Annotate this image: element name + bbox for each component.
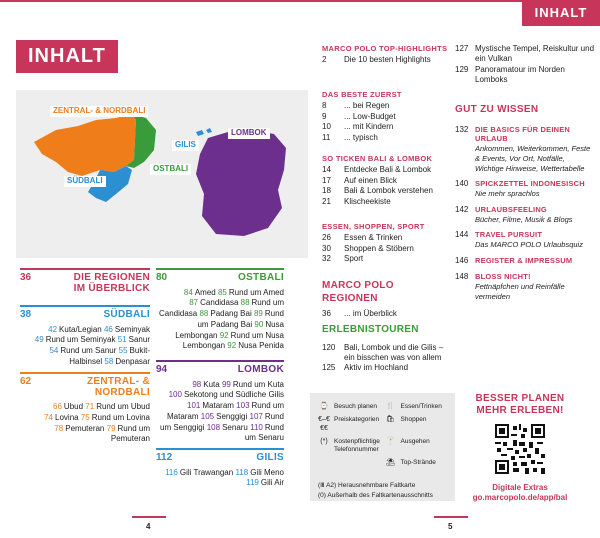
entry-page: 116 (165, 467, 178, 477)
region-entry[interactable] (187, 401, 234, 410)
section-heading: GUT ZU WISSEN (455, 104, 539, 115)
region-title: OSTBALI (238, 272, 284, 283)
legend-item (318, 403, 381, 411)
toc-page: 144 (455, 230, 469, 240)
section-heading: DAS BESTE ZUERST (322, 90, 402, 99)
gut-item[interactable] (455, 230, 595, 250)
map-region-lombok (196, 130, 286, 236)
entry-page: 119 (246, 478, 259, 488)
toc-title: Bali & Lombok verstehen (344, 186, 433, 196)
region-title: DIE REGIONEN IM ÜBERBLICK (73, 272, 150, 294)
gut-item-body (475, 205, 595, 225)
legend-item (318, 416, 381, 433)
toc-row[interactable] (322, 165, 452, 175)
region-entry[interactable] (207, 423, 248, 432)
legend-note: (0) Außerhalb des Faltkartenausschnitts (318, 491, 433, 499)
entry-page: 46 (103, 324, 113, 334)
section-heading: ESSEN, SHOPPEN, SPORT (322, 222, 425, 231)
toc-row[interactable] (322, 176, 452, 186)
toc-page: 11 (322, 132, 331, 142)
toc-touren-cont (455, 44, 595, 86)
entry-title: Nusa Lembongan (175, 319, 284, 340)
region-items (20, 325, 150, 368)
region-bar (156, 268, 284, 270)
region-entry[interactable] (104, 325, 150, 334)
toc-row[interactable] (455, 44, 595, 65)
toc-row[interactable] (322, 112, 452, 122)
entry-page: 87 (189, 298, 199, 308)
qr-code-icon[interactable] (495, 424, 545, 474)
gut-item-heading: REGISTER & IMPRESSUM (475, 255, 573, 265)
entry-page: 49 (34, 335, 44, 345)
gut-item-body (475, 125, 595, 174)
map-label-sued: SÜDBALI (64, 176, 106, 187)
toc-page: 18 (322, 186, 331, 196)
legend-icon: (*) (320, 438, 328, 446)
legend-label: Top-Strände (400, 458, 436, 466)
entry-title: Gili Meno (250, 467, 284, 477)
entry-title: Rund um Candidasa (158, 298, 284, 319)
region-entry[interactable] (104, 357, 150, 366)
toc-title: ... typisch (344, 132, 378, 142)
gut-item-sub: Bücher, Filme, Musik & Blogs (475, 214, 573, 224)
region-entry[interactable] (35, 335, 116, 344)
entry-title: Kuta (203, 379, 220, 389)
entry-page: 54 (49, 346, 59, 356)
entry-page: 85 (217, 287, 227, 297)
map-region-zentral (34, 114, 136, 176)
toc-title: Entdecke Bali & Lombok (344, 165, 432, 175)
promo-title: BESSER PLANEN (475, 393, 565, 404)
toc-so-ticken (322, 154, 452, 207)
gut-item[interactable] (455, 256, 595, 266)
toc-title: Die 10 besten Highlights (344, 55, 431, 65)
legend-icon: 🍴 (386, 403, 395, 410)
entry-title: Padang Bai (210, 309, 252, 319)
entry-title: Rund um Lovina (91, 412, 150, 422)
toc-page: 10 (322, 122, 331, 132)
toc-page: 132 (455, 124, 469, 134)
region-entry[interactable] (53, 402, 83, 411)
region-entry[interactable] (192, 380, 219, 389)
toc-title: Aktiv im Hochland (344, 363, 409, 373)
toc-page: 146 (455, 255, 469, 265)
region-items (156, 468, 284, 490)
entry-title: Rund um Pemuteran (110, 423, 150, 444)
gut-item-body (475, 230, 595, 250)
entry-title: Gili Trawangan (179, 467, 234, 477)
gut-item[interactable] (455, 179, 595, 199)
entry-page: 118 (235, 467, 249, 477)
region-title: LOMBOK (237, 364, 284, 375)
entry-page: 110 (250, 422, 263, 432)
page-rule-right (434, 516, 468, 518)
entry-title: Rund um Senaru (244, 422, 284, 443)
entry-page: 71 (85, 402, 95, 411)
entry-page: 74 (44, 412, 54, 422)
toc-row[interactable] (322, 309, 452, 319)
entry-title: Senaru (222, 422, 248, 432)
toc-row[interactable] (322, 133, 452, 143)
entry-page: 103 (236, 401, 250, 411)
legend-icon: ⌚ (319, 403, 329, 410)
section-heading: SO TICKEN BALI & LOMBOK (322, 154, 433, 163)
entry-page: 105 (200, 411, 215, 421)
legend-icon: 🍸 (386, 438, 395, 446)
toc-title: Sport (344, 254, 364, 264)
region-entry[interactable] (49, 346, 116, 355)
gut-item-heading: BLOSS NICHT! (475, 272, 531, 282)
region-entry[interactable] (235, 468, 284, 477)
toc-page: 32 (322, 254, 331, 264)
region-title: SÜDBALI (103, 309, 150, 320)
legend-label: Essen/Trinken (400, 403, 442, 410)
region-zentral (20, 372, 150, 445)
entry-title: Rund um Nusa Lembongan (182, 330, 284, 351)
entry-title: Mataram (202, 401, 234, 411)
toc-title: Panoramatour im Norden Lomboks (475, 64, 565, 85)
entry-page: 58 (104, 356, 114, 366)
legend-icon: ⛱ (386, 458, 395, 466)
toc-row[interactable] (322, 244, 452, 254)
entry-title: Lovina (55, 412, 79, 422)
map-region-gilis (196, 128, 212, 136)
gut-item-body (475, 256, 595, 266)
region-bar (156, 448, 284, 450)
region-bar (20, 268, 150, 270)
map-label-zentral: ZENTRAL- & NORDBALI (50, 106, 148, 117)
entry-title: Amed (194, 287, 216, 297)
region-entry[interactable] (118, 335, 150, 344)
toc-erlebnistouren (322, 324, 452, 374)
toc-page: 125 (322, 363, 336, 373)
entry-title: Bukit-Halbinsel (69, 346, 150, 366)
entry-page: 55 (118, 346, 128, 356)
entry-page: 51 (117, 335, 127, 345)
toc-page: 8 (322, 101, 327, 111)
region-items (156, 380, 284, 445)
toc-title: ... im Überblick (344, 309, 397, 318)
gut-item-heading: TRAVEL PURSUIT (475, 230, 543, 240)
toc-page: 142 (455, 204, 469, 214)
toc-page: 30 (322, 243, 331, 253)
region-entry[interactable] (54, 424, 104, 433)
toc-page: 36 (322, 309, 331, 318)
entry-page: 100 (168, 390, 182, 400)
toc-row[interactable] (322, 233, 452, 243)
entry-page: 84 (183, 287, 193, 297)
gut-item-body (475, 179, 595, 199)
entry-title: Rund um Seminyak (45, 335, 116, 345)
entry-title: Sanur (128, 335, 150, 345)
page-number-right: 5 (448, 522, 453, 531)
legend-icon: €–€€€ (318, 416, 330, 432)
region-entry[interactable] (218, 288, 284, 297)
entry-page: 98 (192, 379, 202, 389)
page-title: INHALT (16, 40, 118, 73)
toc-page: 17 (322, 175, 331, 185)
legend-note: (Ⅲ A2) Herausnehmbare Faltkarte (318, 482, 416, 490)
gut-item-heading: SPICKZETTEL INDONESISCH (475, 179, 585, 189)
legend-item (385, 403, 448, 411)
entry-title: Rund um Ubud (96, 402, 150, 411)
legend-item (385, 459, 448, 467)
header-tab: INHALT (522, 0, 600, 26)
toc-page: 14 (322, 165, 331, 175)
toc-page: 129 (455, 64, 469, 74)
region-page: 38 (20, 309, 32, 320)
toc-title: Essen & Trinken (344, 233, 403, 243)
region-entry[interactable] (44, 413, 78, 422)
entry-title: Candidasa (200, 298, 239, 308)
region-page: 94 (156, 364, 168, 375)
digital-extras-promo (460, 393, 580, 504)
legend-item (318, 459, 381, 467)
gut-item[interactable] (455, 205, 595, 225)
region-map (16, 90, 308, 258)
legend-label: Ausgehen (400, 438, 430, 446)
toc-page: 127 (455, 44, 469, 53)
region-page: 112 (156, 452, 173, 463)
entry-page: 89 (253, 309, 263, 319)
toc-title: Mystische Tempel, Reiskultur und ein Vulkan (475, 44, 595, 64)
entry-title: Rund um Padang Bai (197, 309, 284, 329)
region-ostbali (156, 268, 284, 352)
toc-row[interactable] (322, 254, 452, 264)
region-entry[interactable] (48, 325, 102, 334)
region-entry[interactable] (169, 390, 284, 399)
toc-beste-zuerst (322, 90, 452, 143)
section-heading: MARCO POLO REGIONEN (322, 280, 394, 304)
region-entry[interactable] (222, 380, 284, 389)
toc-row[interactable] (322, 186, 452, 196)
toc-page: 2 (322, 55, 327, 65)
entry-title: Pemuteran (65, 423, 105, 433)
entry-title: Rund um Senggigi (160, 411, 284, 432)
toc-page: 140 (455, 179, 469, 189)
entry-page: 79 (106, 423, 116, 433)
entry-title: Senggigi (216, 411, 248, 421)
entry-page: 88 (199, 309, 209, 319)
toc-row[interactable] (455, 65, 595, 86)
region-bar (20, 372, 150, 374)
entry-page: 78 (54, 423, 64, 433)
toc-page: 21 (322, 196, 331, 206)
region-page: 80 (156, 272, 168, 283)
entry-page: 90 (254, 319, 264, 329)
toc-row[interactable] (322, 363, 452, 373)
region-entry[interactable] (201, 412, 248, 421)
map-label-gilis: GILIS (172, 140, 199, 151)
toc-title: Klischeekiste (344, 196, 391, 206)
region-entry[interactable] (199, 309, 251, 318)
toc-page: 120 (322, 342, 336, 352)
legend-label: Shoppen (400, 416, 427, 424)
toc-highlights (322, 44, 452, 66)
region-overview (20, 268, 150, 294)
entry-title: Rund um Mataram (166, 401, 284, 421)
map-label-lombok: LOMBOK (228, 128, 270, 139)
page-rule-left (132, 516, 166, 518)
toc-title: ... mit Kindern (344, 122, 394, 132)
region-entry[interactable] (227, 341, 284, 350)
gut-item-body (475, 272, 595, 301)
legend-box (310, 393, 455, 501)
region-entry[interactable] (189, 298, 238, 307)
entry-page: 101 (187, 401, 201, 411)
entry-page: 99 (221, 379, 231, 389)
section-heading: ERLEBNISTOUREN (322, 324, 419, 335)
entry-page: 88 (240, 298, 250, 308)
gut-item-sub: Ankommen, Weiterkommen, Feste & Events, Vor Ort, Notfälle, Wichtige Hinweise, Wettertabelle (475, 144, 591, 173)
region-bar (156, 360, 284, 362)
region-entry[interactable] (85, 402, 150, 411)
region-title: ZENTRAL- & NORDBALI (87, 376, 150, 398)
entry-page: 42 (48, 324, 58, 334)
gut-item-sub: Nie mehr sprachlos (475, 189, 540, 198)
entry-title: Seminyak (114, 324, 150, 334)
section-heading: MARCO POLO TOP-HIGHLIGHTS (322, 44, 448, 53)
region-items (20, 402, 150, 445)
promo-subtitle: Digitale Extras (492, 483, 548, 492)
toc-title: ... bei Regen (344, 101, 390, 111)
legend-icon: 🛍 (386, 416, 395, 424)
region-entry[interactable] (165, 468, 233, 477)
legend-label: Besuch planen (334, 403, 378, 410)
top-rule (0, 0, 600, 2)
gut-item[interactable] (455, 125, 595, 174)
entry-title: Rund um Amed (228, 287, 284, 297)
region-entry[interactable] (184, 288, 216, 297)
toc-title: Bali, Lombok und die Gilis – ein bisschen was von allem (344, 342, 444, 362)
region-gilis (156, 448, 284, 489)
entry-title: Gili Air (260, 478, 284, 488)
entry-title: Rund um Kuta (232, 379, 284, 389)
toc-essen (322, 222, 452, 265)
entry-page: 75 (80, 412, 90, 422)
entry-page: 66 (53, 402, 62, 411)
gut-item-sub: Fettnäpfchen und Reinfälle vermeiden (475, 281, 565, 301)
toc-page: 9 (322, 111, 327, 121)
entry-title: Nusa Penida (238, 341, 284, 351)
region-page: 36 (20, 272, 32, 283)
region-title: GILIS (256, 452, 284, 463)
region-items (156, 288, 284, 353)
entry-title: Kuta/Legian (59, 324, 102, 334)
legend-item (385, 416, 448, 433)
gut-item-heading: URLAUBSFEELING (475, 204, 547, 214)
entry-page: 108 (206, 422, 221, 432)
region-suedbali (20, 305, 150, 368)
region-entry[interactable] (245, 423, 284, 443)
entry-title: Ubud (63, 402, 84, 411)
entry-page: 107 (249, 411, 263, 421)
toc-title: Shoppen & Stöbern (344, 243, 414, 253)
region-bar (20, 305, 150, 307)
region-entry[interactable] (81, 413, 150, 422)
region-entry[interactable] (246, 478, 284, 487)
entry-page: 92 (219, 330, 229, 340)
toc-regionen (322, 280, 452, 319)
toc-page: 26 (322, 233, 331, 243)
toc-row[interactable] (322, 343, 452, 364)
legend-label: Preiskategorien (334, 416, 380, 424)
toc-page: 148 (455, 272, 469, 282)
toc-row[interactable] (322, 197, 452, 207)
promo-link[interactable]: go.marcopolo.de/app/bal (472, 493, 568, 503)
toc-gut-zu-wissen (455, 104, 595, 307)
entry-title: Denpasar (115, 356, 150, 366)
page-number-left: 4 (146, 522, 151, 531)
entry-page: 92 (227, 341, 237, 351)
promo-title: MEHR ERLEBEN! (476, 404, 564, 416)
region-entry[interactable] (107, 424, 150, 444)
legend-item (318, 438, 381, 454)
map-label-ost: OSTBALI (150, 164, 191, 175)
toc-row[interactable] (322, 101, 452, 111)
gut-item[interactable] (455, 272, 595, 301)
gut-item-heading: DIE BASICS FÜR DEINEN URLAUB (475, 124, 571, 144)
legend-item (385, 438, 448, 454)
region-lombok (156, 360, 284, 444)
region-page: 62 (20, 376, 32, 387)
entry-title: Sekotong und Südliche Gilis (183, 390, 284, 400)
gut-item-sub: Das MARCO POLO Urlaubsquiz (475, 240, 583, 249)
toc-title: Auf einen Blick (344, 175, 397, 185)
legend-label: Kostenpflichtige Telefonnummer (334, 438, 380, 453)
entry-title: Rund um Sanur (60, 346, 117, 356)
toc-row[interactable] (322, 55, 452, 65)
toc-title: ... Low-Budget (344, 111, 396, 121)
toc-row[interactable] (322, 122, 452, 132)
